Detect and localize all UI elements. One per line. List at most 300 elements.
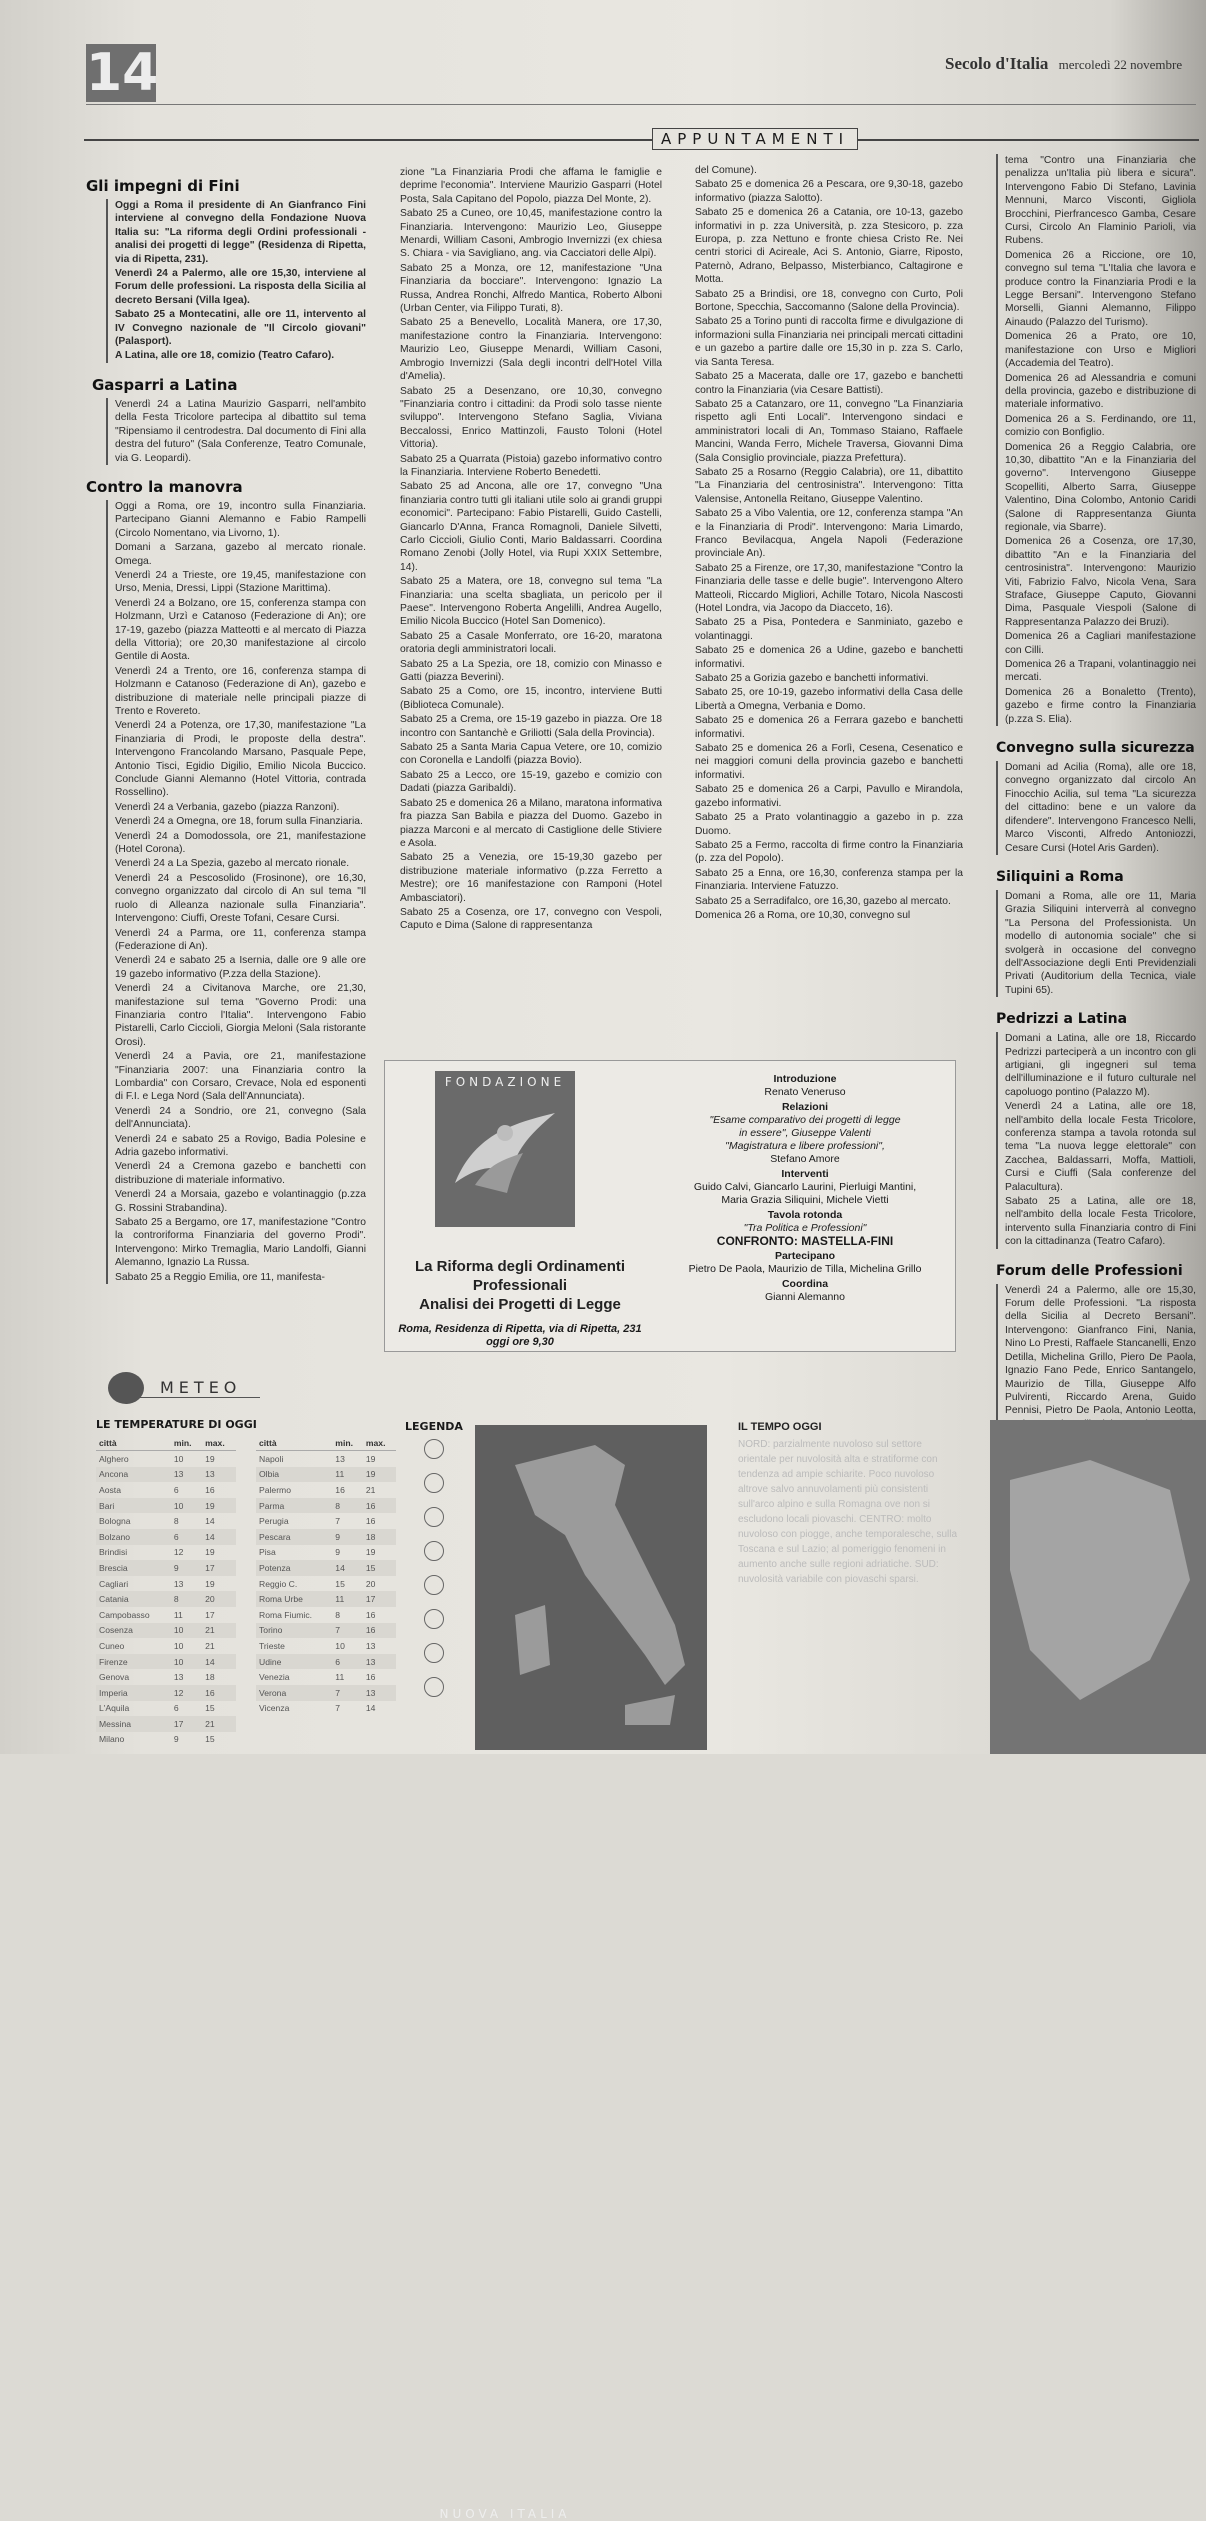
paragraph: Sabato 25 a Crema, ore 15-19 gazebo in piazza. Ore 18 incontro con Santanchè e Griliotti (Sala della Provincia). bbox=[400, 714, 662, 739]
table-row bbox=[96, 1623, 236, 1639]
article-title: Gasparri a Latina bbox=[92, 375, 238, 394]
paragraph: Sabato 25 a Prato volantinaggio a gazebo in p. zza Duomo. bbox=[695, 812, 963, 837]
city-name: Aosta bbox=[99, 1484, 121, 1495]
paragraph: Sabato 25 a Catanzaro, ore 11, convegno "La Finanziaria rispetto agli Enti Locali". Intervengono sindaci e amministratori locali di An, Tommaso Staiano, Raffaele Mancini, Wanda Ferro, Michele Traversa, Giovanni Dima (Sala Consiglio provinciale, piazza Prefettura). bbox=[695, 398, 963, 464]
paragraph: Venerdì 24 a Civitanova Marche, ore 21,30, manifestazione sul tema "Governo Prodi: una Finanziaria contro l'Italia". Intervengono Fabio Pistarelli, Carlo Ciccioli, Giorgia Meloni (Sala ristorante Orosi). bbox=[115, 983, 366, 1048]
min-temp: 11 bbox=[332, 1467, 363, 1483]
fog-icon bbox=[424, 1643, 444, 1663]
max-temp: 16 bbox=[365, 1609, 376, 1620]
city-name: Perugia bbox=[259, 1516, 289, 1527]
paragraph: Sabato 25 a Cosenza, ore 17, convegno con Vespoli, Caputo e Dima (Salone di rappresentanza bbox=[400, 906, 662, 932]
table-row bbox=[256, 1654, 396, 1670]
table-row bbox=[96, 1467, 236, 1483]
programme-text: Renato Veneruso bbox=[764, 1086, 846, 1098]
event-venue bbox=[385, 1323, 655, 1349]
paragraph: Domani ad Acilia (Roma), alle ore 18, convegno organizzato dal circolo An Finocchio Acilia, sul tema "La sicurezza del cittadino: bene e un valore da difendere". Intervengono Francesco Nelli, Marco Visconti, Alfredo Antoniozzi, Cesare Cursi (Hotel Aris Garden). bbox=[1005, 762, 1196, 854]
paragraph: Venerdì 24 a Potenza, ore 17,30, manifestazione "La Finanziaria di Prodi, le proposte della destra". Intervengono Francolando Marsano, Pasquale Pepe, Antonio Tisci, Egidio Digilio, Emilio Nicola Buccico. Conclude Gianni Alemanno (Hotel Vittoria, contrada Rossellino). bbox=[115, 720, 366, 799]
paragraph: Venerdì 24 e sabato 25 a Rovigo, Badia Polesine e Adria gazebo informativi. bbox=[115, 1133, 366, 1158]
paragraph: Sabato 25, ore 10-19, gazebo informativi della Casa delle Libertà a Omegna, Verbania e Domo. bbox=[695, 687, 963, 712]
min-temp: 11 bbox=[332, 1591, 363, 1607]
paragraph: Domenica 26 a Trapani, volantinaggio nei mercati. bbox=[1005, 659, 1196, 684]
city-name: Cosenza bbox=[96, 1623, 171, 1639]
max-temp: 21 bbox=[202, 1623, 236, 1639]
max-temp: 18 bbox=[205, 1672, 215, 1683]
min-temp: 7 bbox=[332, 1685, 363, 1701]
table-row bbox=[96, 1529, 236, 1545]
paragraph: Sabato 25 a Macerata, dalle ore 17, gazebo e banchetti contro la Finanziaria (via Cesare Battisti). bbox=[695, 371, 963, 396]
max-temp: 17 bbox=[363, 1591, 396, 1607]
table-row bbox=[256, 1529, 396, 1545]
event-title bbox=[385, 1257, 655, 1314]
min-temp: 6 bbox=[173, 1703, 179, 1714]
city-name: Cagliari bbox=[99, 1578, 129, 1589]
min-temp: 9 bbox=[173, 1734, 179, 1745]
article-fini bbox=[86, 176, 366, 363]
article-body bbox=[996, 761, 1196, 855]
paragraph: Venerdì 24 a Latina Maurizio Gasparri, nell'ambito della Festa Tricolore partecipa al dibattito sul tema "Ripensiamo il centrodestra. Dal documento di Fini alla destra del futuro" (Sala Conferenze, Teatro Comunale, via G. Leopardi). bbox=[115, 398, 366, 464]
logo-text-top: FONDAZIONE bbox=[444, 1075, 566, 1089]
paragraph: A Latina, alle ore 18, comizio (Teatro Cafaro). bbox=[115, 350, 335, 362]
paragraph: Sabato 25 a Latina, alle ore 18, nell'ambito della locale Festa Tricolore, intervento sulla Finanziaria contro di Fini con la cittadinanza (Teatro Cafaro). bbox=[1005, 1196, 1196, 1248]
paragraph: Sabato 25 a Torino punti di raccolta firme e divulgazione di informazioni sulla Finanziaria nei principali mercati cittadini e un gazebo a partire dalle ore 15,30 in p. zza S. Carlo, via Santa Teresa. bbox=[695, 316, 963, 368]
programme-text: Stefano Amore bbox=[770, 1153, 840, 1165]
max-temp: 15 bbox=[205, 1734, 215, 1745]
article-manovra bbox=[86, 477, 366, 1284]
paragraph: Sabato 25 a Bergamo, ore 17, manifestazione "Contro la controriforma Finanziaria del governo Prodi". Intervengono: Mirko Tremaglia, Mario Landolfi, Gianni Alemanno, Ignazio La Russa. bbox=[115, 1217, 366, 1269]
europe-map-icon bbox=[990, 1420, 1206, 1754]
city-name: Parma bbox=[256, 1498, 332, 1514]
min-temp: 7 bbox=[335, 1516, 341, 1527]
min-temp: 10 bbox=[171, 1623, 202, 1639]
paragraph: Sabato 25 a Desenzano, ore 10,30, convegno "Finanziaria contro i cittadini: da Prodi solo tasse niente sviluppo". Intervengono Stefano Saglia, Viviana Beccalossi, Enrico Mattinzoli, Fausto Toloni (Hotel Vittoria). bbox=[400, 385, 662, 451]
paragraph: Venerdì 24 a Omegna, ore 18, forum sulla Finanziaria. bbox=[115, 816, 363, 828]
min-temp: 12 bbox=[173, 1547, 184, 1558]
min-temp: 10 bbox=[173, 1453, 184, 1464]
max-temp: 19 bbox=[205, 1453, 215, 1464]
weather-legend bbox=[404, 1420, 464, 1711]
min-temp: 6 bbox=[171, 1529, 202, 1545]
paragraph: tema "Contro una Finanziaria che penalizza un'Italia più libera e sicura". Intervengono Fabio Di Stefano, Lavinia Mennuni, Marco Visconti, Gigliola Brocchini, Pierfrancesco Gamba, Cesare Cursi, Circolo An Flaminio Parioli, via Rubens. bbox=[1005, 155, 1196, 247]
min-temp: 13 bbox=[335, 1453, 345, 1464]
table-row bbox=[96, 1545, 236, 1561]
city-name: Udine bbox=[256, 1654, 332, 1670]
min-temp: 9 bbox=[332, 1529, 363, 1545]
table-row bbox=[96, 1482, 236, 1498]
city-name: L'Aquila bbox=[99, 1703, 130, 1714]
page-number: 14 bbox=[86, 43, 159, 103]
article-continued bbox=[996, 154, 1196, 726]
programme-text: Pietro De Paola, Maurizio de Tilla, Michelina Grillo bbox=[688, 1263, 922, 1275]
paragraph: del Comune). bbox=[695, 165, 757, 176]
table-row bbox=[96, 1560, 236, 1576]
table-row bbox=[96, 1654, 236, 1670]
city-name: Bolzano bbox=[96, 1529, 171, 1545]
wind-icon bbox=[424, 1677, 444, 1697]
fondazione-logo: FONDAZIONE NUOVA ITALIA bbox=[435, 1071, 575, 1227]
min-temp: 17 bbox=[171, 1716, 202, 1732]
issue-date: mercoledì 22 novembre bbox=[1058, 57, 1183, 72]
article-title: Siliquini a Roma bbox=[996, 868, 1124, 885]
rain-icon bbox=[424, 1541, 444, 1561]
table-row bbox=[96, 1685, 236, 1701]
city-name: Brindisi bbox=[99, 1547, 128, 1558]
table-row bbox=[256, 1467, 396, 1483]
city-name: Potenza bbox=[256, 1560, 332, 1576]
min-temp: 10 bbox=[173, 1640, 184, 1651]
paragraph: Oggi a Roma, ore 19, incontro sulla Finanziaria. Partecipano Gianni Alemanno e Fabio Rampelli (Circolo Nomentano, via Livorno, 1). bbox=[115, 500, 366, 539]
paragraph: Sabato 25 a La Spezia, ore 18, comizio con Minasso e Gatti (piazza Beverini). bbox=[400, 658, 662, 684]
column-4 bbox=[996, 154, 1196, 1417]
article-title: Pedrizzi a Latina bbox=[996, 1011, 1128, 1028]
max-temp: 19 bbox=[363, 1467, 396, 1483]
paragraph: Domenica 26 a Reggio Calabria, ore 10,30, dibattito "An e la Finanziaria del governo". Intervengono Giuseppe Scopelliti, Alberto Sarra, Giuseppe Valentino, Dina Colombo, Antonio Caridi (Salone di Rappresentanza Giunta regionale, via Sbarre). bbox=[1005, 441, 1196, 533]
max-temp: 19 bbox=[205, 1578, 215, 1589]
city-name: Verona bbox=[256, 1685, 332, 1701]
meteo-logo bbox=[100, 1370, 260, 1406]
paragraph: Sabato 25 a Monza, ore 12, manifestazione "Una Finanziaria da bocciare". Intervengono: Ignazio La Russa, Andrea Ronchi, Alfredo Mantica, Roberto Alboni (Urban Center, via Filippo Turati, 8). bbox=[400, 262, 662, 315]
paragraph: Sabato 25 a Gorizia gazebo e banchetti informativi. bbox=[695, 673, 929, 685]
max-temp: 17 bbox=[202, 1560, 236, 1576]
city-name: Roma Urbe bbox=[256, 1591, 332, 1607]
table-row bbox=[256, 1623, 396, 1639]
paragraph: Sabato 25 a Casale Monferrato, ore 16-20, maratona oratoria degli amministratori locali. bbox=[400, 630, 662, 656]
table-row bbox=[256, 1576, 396, 1592]
city-name: Palermo bbox=[259, 1484, 291, 1495]
newspaper-name: Secolo d'Italia bbox=[945, 54, 1049, 73]
paragraph: Sabato 25 a Quarrata (Pistoia) gazebo informativo contro la Finanziaria. Interviene Roberto Benedetti. bbox=[400, 453, 662, 478]
paragraph: Venerdì 24 a Bolzano, ore 15, conferenza stampa con Holzmann, Urzì e Catanoso (Federazione di An); ore 17-19, gazebo (piazza Matteotti e al mercato di Piazza della Vittoria); ore 20,30 manifestazione al circolo Gentile di Aosta. bbox=[115, 597, 366, 663]
column-1 bbox=[86, 176, 366, 1356]
article-pedrizzi bbox=[996, 1009, 1196, 1249]
paragraph: Venerdì 24 a Cremona gazebo e banchetti con distribuzione di materiale informativo. bbox=[115, 1161, 366, 1186]
weather-map-europe bbox=[990, 1420, 1206, 1754]
paragraph: Oggi a Roma il presidente di An Gianfranco Fini interviene al convegno della Fondazione Nuova Italia su: "La riforma degli Ordini professionali - analisi dei progetti di legge" (Residenza di Ripetta, via di Ripetta, 231). bbox=[115, 200, 366, 265]
sun-icon bbox=[424, 1439, 444, 1459]
article-title: Convegno sulla sicurezza bbox=[996, 740, 1195, 757]
table-row bbox=[96, 1716, 236, 1732]
column-header: max. bbox=[202, 1436, 236, 1451]
min-temp: 8 bbox=[332, 1498, 363, 1514]
section-title: APPUNTAMENTI bbox=[652, 128, 858, 150]
paragraph: Sabato 25 a Reggio Emilia, ore 11, manifesta- bbox=[115, 1271, 325, 1283]
min-temp: 8 bbox=[173, 1516, 179, 1527]
article-title: Gli impegni di Fini bbox=[86, 177, 240, 195]
table-header-row bbox=[256, 1436, 396, 1451]
article-sicurezza bbox=[996, 738, 1196, 855]
max-temp: 16 bbox=[363, 1498, 396, 1514]
max-temp: 20 bbox=[365, 1578, 376, 1589]
paragraph: Sabato 25 a Enna, ore 16,30, conferenza stampa per la Finanziaria. Interviene Fatuzzo. bbox=[695, 867, 963, 893]
top-rule bbox=[86, 104, 1196, 105]
paragraph: Sabato 25 a Brindisi, ore 18, convegno con Curto, Poli Bortone, Specchia, Saccomanno (Salone della Provincia). bbox=[695, 288, 963, 314]
paragraph: Sabato 25 a Santa Maria Capua Vetere, ore 10, comizio con Coronella e Landolfi (piazza Bovio). bbox=[400, 742, 662, 767]
table-row bbox=[96, 1576, 236, 1592]
table-row bbox=[96, 1513, 236, 1529]
paragraph: Sabato 25 a Vibo Valentia, ore 12, conferenza stampa "An e la Finanziaria di Prodi". Intervengono: Maria Limardo, Franco Bevilacqua, Angela Napoli (Federazione provinciale An). bbox=[695, 508, 963, 560]
city-name: Venezia bbox=[259, 1672, 290, 1683]
table-row bbox=[256, 1560, 396, 1576]
paragraph: Venerdì 24 a Palermo, alle ore 15,30, interviene al Forum delle professioni. La risposta della Sicilia al decreto Bersani (Villa Igea). bbox=[115, 268, 366, 306]
programme-text: Maria Grazia Siliquini, Michele Vietti bbox=[721, 1194, 889, 1206]
max-temp: 19 bbox=[365, 1547, 376, 1558]
paragraph: Sabato 25 a Fermo, raccolta di firme contro la Finanziaria (p. zza del Popolo). bbox=[695, 839, 963, 865]
temperature-table-1 bbox=[96, 1436, 236, 1747]
paragraph: Domenica 26 a Roma, ore 10,30, convegno sul bbox=[695, 909, 911, 921]
paragraph: Sabato 25 a Como, ore 15, incontro, interviene Butti (Biblioteca Comunale). bbox=[400, 686, 662, 711]
column-header: min. bbox=[171, 1436, 202, 1451]
column-header: città bbox=[256, 1436, 332, 1451]
max-temp: 13 bbox=[365, 1640, 376, 1651]
partly-cloudy-icon bbox=[424, 1473, 444, 1493]
city-name: Cuneo bbox=[99, 1640, 125, 1651]
paragraph: Domenica 26 ad Alessandria e comuni della provincia, gazebo e distribuzione di materiale informativo. bbox=[1005, 372, 1196, 411]
max-temp: 14 bbox=[365, 1703, 376, 1714]
table-row bbox=[256, 1451, 396, 1467]
paragraph: Domenica 26 a Prato, ore 10, manifestazione con Urso e Migliori (Accademia del Teatro). bbox=[1005, 331, 1196, 370]
column-header: min. bbox=[332, 1436, 363, 1451]
programme-text: "Tra Politica e Professioni" bbox=[743, 1222, 867, 1234]
article-title: Forum delle Professioni bbox=[996, 1262, 1183, 1279]
paragraph: Sabato 25 e domenica 26 a Pescara, ore 9,30-18, gazebo informativo (piazza Salotto). bbox=[695, 179, 963, 204]
section-rule bbox=[84, 139, 1199, 141]
min-temp: 7 bbox=[335, 1703, 341, 1714]
masthead bbox=[945, 54, 1195, 74]
min-temp: 16 bbox=[335, 1484, 345, 1495]
programme-heading: Introduzione bbox=[773, 1073, 837, 1085]
max-temp: 15 bbox=[363, 1560, 396, 1576]
article-body bbox=[106, 500, 366, 1284]
temperatures-title: LE TEMPERATURE DI OGGI bbox=[96, 1418, 257, 1431]
paragraph: Venerdì 24 a Parma, ore 11, conferenza stampa (Federazione di An). bbox=[115, 927, 366, 952]
article-title: Contro la manovra bbox=[86, 477, 243, 496]
table-row bbox=[96, 1451, 236, 1467]
forecast-title: IL TEMPO OGGI bbox=[738, 1421, 822, 1433]
min-temp: 6 bbox=[173, 1484, 179, 1495]
max-temp: 19 bbox=[365, 1453, 376, 1464]
max-temp: 14 bbox=[205, 1516, 215, 1527]
column-2 bbox=[400, 166, 662, 1026]
max-temp: 20 bbox=[202, 1591, 236, 1607]
paragraph: Venerdì 24 a Sondrio, ore 21, convegno (Sala dell'Annunciata). bbox=[115, 1105, 366, 1131]
article-body bbox=[996, 890, 1196, 997]
city-name: Milano bbox=[99, 1734, 125, 1745]
city-name: Ancona bbox=[96, 1467, 171, 1483]
paragraph: Sabato 25 e domenica 26 a Ferrara gazebo e banchetti informativi. bbox=[695, 715, 963, 740]
programme-heading: Coordina bbox=[781, 1278, 829, 1290]
paragraph: Sabato 25 a Venezia, ore 15-19,30 gazebo per distribuzione materiale informativo (p.zza Ferretto a Mestre); ore 16 manifestazione con Ramponi (Hotel Ambasciatori). bbox=[400, 852, 662, 904]
weather-map-italy bbox=[475, 1425, 707, 1750]
paragraph: Venerdì 24 a Morsaia, gazebo e volantinaggio (p.zza G. Rossini Strabandina). bbox=[115, 1189, 366, 1214]
venue-time: oggi ore 9,30 bbox=[486, 1336, 554, 1348]
min-temp: 13 bbox=[171, 1467, 202, 1483]
table-row bbox=[96, 1591, 236, 1607]
venue-line: Roma, Residenza di Ripetta, via di Ripetta, 231 bbox=[398, 1323, 642, 1335]
max-temp: 16 bbox=[205, 1484, 215, 1495]
city-name: Olbia bbox=[256, 1467, 332, 1483]
city-name: Brescia bbox=[96, 1560, 171, 1576]
table-row bbox=[96, 1701, 236, 1717]
paragraph: Venerdì 24 a Trieste, ore 19,45, manifestazione con Urso, Menia, Dressi, Lippi (Stazione Marittima). bbox=[115, 569, 366, 595]
paragraph: Sabato 25 a Lecco, ore 15-19, gazebo e comizio con Dadati (piazza Garibaldi). bbox=[400, 769, 662, 795]
paragraph: Sabato 25 e domenica 26 a Catania, ore 10-13, gazebo informativi in p. zza Università, p. zza Stesicoro, p. zza Europa, p. zza Nettuno e fronte chiesa Cristo Re. Nei centri storici di Acireale, Aci S. Antonio, Giarre, Riposto, Paternò, Adrano, Belpasso, Misterbianco, Caltagirone e Motta. bbox=[695, 207, 963, 286]
cloud-icon bbox=[424, 1507, 444, 1527]
table-row bbox=[256, 1701, 396, 1717]
city-name: Napoli bbox=[259, 1453, 284, 1464]
paragraph: Domani a Latina, alle ore 18, Riccardo Pedrizzi parteciperà a un incontro con gli artigiani, gli ingegneri sul tema dell'illuminazione e il futuro culturale nel capoluogo pontino (Palazzo M). bbox=[1005, 1033, 1196, 1098]
max-temp: 16 bbox=[363, 1623, 396, 1639]
city-name: Torino bbox=[256, 1623, 332, 1639]
max-temp: 13 bbox=[202, 1467, 236, 1483]
temperature-table-2 bbox=[256, 1436, 396, 1716]
min-temp: 6 bbox=[332, 1654, 363, 1670]
event-programme bbox=[655, 1071, 955, 1304]
paragraph: Venerdì 24 a Trento, ore 16, conferenza stampa di Holzmann e Catanoso (Federazione di An), gazebo e distribuzione di materiale nelle principali piazze di Trento e Rovereto. bbox=[115, 665, 366, 717]
programme-text: "Magistratura e libere professioni", bbox=[725, 1140, 885, 1152]
max-temp: 17 bbox=[205, 1609, 215, 1620]
min-temp: 7 bbox=[332, 1623, 363, 1639]
meteo-logo-text: METEO bbox=[160, 1378, 242, 1397]
city-name: Pisa bbox=[259, 1547, 276, 1558]
table-row bbox=[256, 1482, 396, 1498]
sun-icon bbox=[108, 1372, 144, 1404]
max-temp: 19 bbox=[202, 1498, 236, 1514]
table-row bbox=[256, 1669, 396, 1685]
paragraph: Sabato 25 a Matera, ore 18, convegno sul tema "La Finanziaria: una scelta sbagliata, un pericolo per il Paese". Intervengono Roberta Angelilli, Andrea Augello, Emilio Nicola Buccico (Hotel San Domenico). bbox=[400, 576, 662, 628]
weather-forecast bbox=[738, 1420, 958, 1750]
paragraph: Sabato 25 a Rosarno (Reggio Calabria), ore 11, dibattito "La Finanziaria del centrosinistra". Intervengono: Titta Valensise, Antonella Reitano, Giuseppe Valentino. bbox=[695, 466, 963, 505]
max-temp: 19 bbox=[205, 1547, 215, 1558]
max-temp: 15 bbox=[205, 1703, 215, 1714]
min-temp: 13 bbox=[173, 1578, 184, 1589]
paragraph: Sabato 25 e domenica 26 a Milano, maratona informativa fra piazza San Babila e piazza del Duomo. Gazebo in piazza Marconi e al mercato di Castiglione delle Stiviere e Asola. bbox=[400, 797, 662, 849]
article-gasparri bbox=[86, 375, 366, 465]
paragraph: Sabato 25 a Cuneo, ore 10,45, manifestazione contro la Finanziaria. Intervengono: Maurizio Leo, Giuseppe Menardi, William Casoni, Ambrogio Invernizzi (ex chiesa S. Chiara - via Savigliano, ang. via Cacciatori delle Alpi). bbox=[400, 208, 662, 260]
table-row bbox=[256, 1685, 396, 1701]
min-temp: 9 bbox=[335, 1547, 341, 1558]
max-temp: 13 bbox=[363, 1685, 396, 1701]
paragraph: Domenica 26 a Riccione, ore 10, convegno sul tema "L'Italia che lavora e produce contro la Finanziaria Prodi e la Legge Bersani". Intervengono Stefano Morselli, Gianni Alemanno, Filippo Ainaudo (Palazzo del Turismo). bbox=[1005, 249, 1196, 328]
italy-map-icon bbox=[475, 1425, 707, 1750]
paragraph: Sabato 25 a Serradifalco, ore 16,30, gazebo al mercato. bbox=[695, 895, 951, 907]
column-header: città bbox=[96, 1436, 171, 1451]
programme-text: Gianni Alemanno bbox=[765, 1291, 845, 1303]
paragraph: Sabato 25 a Firenze, ore 17,30, manifestazione "Contro la Finanziaria delle tasse e delle bugie". Intervengono Altero Matteoli, Riccardo Migliori, Achille Totaro, Nicola Nascosti (Hotel Londra, via Jacopo da Diacceto, 16). bbox=[695, 562, 963, 614]
city-name: Firenze bbox=[96, 1654, 171, 1670]
table-row bbox=[96, 1498, 236, 1514]
table-row bbox=[256, 1591, 396, 1607]
programme-text: Guido Calvi, Giancarlo Laurini, Pierluigi Mantini, bbox=[693, 1181, 917, 1193]
paragraph: Domenica 26 a S. Ferdinando, ore 11, comizio con Bonfiglio. bbox=[1005, 413, 1196, 439]
event-title-line: La Riforma degli Ordinamenti bbox=[414, 1258, 626, 1275]
paragraph: Sabato 25 e domenica 26 a Forlì, Cesena, Cesenatico e nei maggiori comuni della provincia gazebo e banchetti informativi. bbox=[695, 743, 963, 781]
table-row bbox=[256, 1513, 396, 1529]
city-name: Vicenza bbox=[259, 1703, 290, 1714]
paragraph: Venerdì 24 a La Spezia, gazebo al mercato rionale. bbox=[115, 858, 350, 870]
paragraph: Venerdì 24 e sabato 25 a Isernia, dalle ore 9 alle ore 19 gazebo informativo (P.zza della Stazione). bbox=[115, 955, 366, 980]
city-name: Bologna bbox=[99, 1516, 131, 1527]
min-temp: 14 bbox=[332, 1560, 363, 1576]
max-temp: 21 bbox=[365, 1484, 376, 1495]
city-name: Catania bbox=[96, 1591, 171, 1607]
column-3 bbox=[695, 164, 963, 1024]
storm-icon bbox=[424, 1575, 444, 1595]
table-row bbox=[256, 1638, 396, 1654]
min-temp: 10 bbox=[171, 1498, 202, 1514]
paragraph: Venerdì 24 a Latina, alle ore 18, nell'ambito della locale Festa Tricolore, conferenza stampa a tavola rotonda sul tema "La nuova legge elettorale" con Zacchea, Baldassarri, Moffa, Mattioli, Cursi e Ciuffi (Sala conferenze del Palacultura). bbox=[1005, 1101, 1196, 1193]
meteo-rule bbox=[140, 1397, 260, 1398]
max-temp: 16 bbox=[365, 1672, 376, 1683]
paragraph: Sabato 25 a Pisa, Pontedera e Sanminiato, gazebo e volantinaggi. bbox=[695, 617, 963, 642]
programme-heading: Relazioni bbox=[781, 1101, 829, 1113]
min-temp: 8 bbox=[171, 1591, 202, 1607]
paragraph: Domani a Sarzana, gazebo al mercato rionale. Omega. bbox=[115, 542, 366, 567]
paragraph: Sabato 25 ad Ancona, alle ore 17, convegno "Una finanziaria contro tutti gli italiani utile solo ai grandi gruppi economici". Partecipano: Fabio Pistarelli, Guido Castelli, Giancarlo D'Anna, Franca Romagnoli, Daniele Silvetti, Carlo Ciccioli, Giulio Conti, Mario Baldassarri. Coordina Romano Zenobi (Jolly Hotel, via Rupi XXIX Settembre, 14). bbox=[400, 481, 662, 573]
paragraph: Venerdì 24 a Domodossola, ore 21, manifestazione (Hotel Corona). bbox=[115, 830, 366, 856]
table-row bbox=[96, 1638, 236, 1654]
table-row bbox=[96, 1669, 236, 1685]
table-row bbox=[96, 1607, 236, 1623]
max-temp: 16 bbox=[365, 1516, 376, 1527]
min-temp: 9 bbox=[171, 1560, 202, 1576]
min-temp: 12 bbox=[171, 1685, 202, 1701]
paragraph: Sabato 25 a Benevello, Località Manera, ore 17,30, manifestazione contro la Finanziaria. Intervengono: Maurizio Leo, Giuseppe Menardi, William Casoni, Ambrogio Invernizzi (Sala degli incontri dell'Hotel Villa d'Amelia). bbox=[400, 317, 662, 383]
min-temp: 13 bbox=[173, 1672, 184, 1683]
table-header-row bbox=[96, 1436, 236, 1451]
city-name: Roma Fiumic. bbox=[259, 1609, 313, 1620]
max-temp: 18 bbox=[363, 1529, 396, 1545]
article-body bbox=[106, 398, 366, 465]
programme-text: "Esame comparativo dei progetti di legge bbox=[709, 1114, 901, 1126]
paragraph: Domani a Roma, alle ore 11, Maria Grazia Siliquini interverrà al convegno "La Persona del Professionista. Un modello di autonomia sociale" che si svolgerà in occasione del convegno dell'Associazione degli Enti Previdenziali Privati (Auditorium della Tecnica, viale Tupini 65). bbox=[1005, 890, 1196, 996]
paragraph: Domenica 26 a Cosenza, ore 17,30, dibattito "An e la Finanziaria del centrosinistra". Intervengono: Maurizio Viti, Fabrizio Falvo, Nicola Vena, Sara Straface, Giuseppe Caputo, Giovanni Dima, Pasquale Viespoli (Salone di Rappresentanza Palazzo dei Bruzi). bbox=[1005, 536, 1196, 628]
legend-title: LEGENDA bbox=[405, 1420, 463, 1433]
min-temp: 8 bbox=[335, 1609, 341, 1620]
snow-icon bbox=[424, 1609, 444, 1629]
paragraph: Sabato 25 e domenica 26 a Udine, gazebo e banchetti informativi. bbox=[695, 645, 963, 670]
table-row bbox=[96, 1732, 236, 1748]
table-row bbox=[256, 1607, 396, 1623]
min-temp: 11 bbox=[335, 1672, 345, 1683]
column-header: max. bbox=[363, 1436, 396, 1451]
paragraph: zione "La Finanziaria Prodi che affama le famiglie e deprime l'economia". Interviene Maurizio Gasparri (Hotel Posta, Sala Capitano del Popolo, piazza Del Monte, 2). bbox=[400, 167, 662, 205]
article-body bbox=[106, 199, 366, 363]
programme-heading: Interventi bbox=[781, 1168, 829, 1180]
min-temp: 11 bbox=[173, 1609, 183, 1620]
section-header bbox=[84, 128, 1199, 148]
paragraph: Sabato 25 a Montecatini, alle ore 11, intervento al IV Convegno nazionale de "Il Circolo giovani" (Palasport). bbox=[115, 309, 366, 348]
min-temp: 10 bbox=[335, 1640, 345, 1651]
city-name: Pescara bbox=[256, 1529, 332, 1545]
city-name: Imperia bbox=[96, 1685, 171, 1701]
paragraph: Domenica 26 a Bonaletto (Trento), gazebo e firme contro la Finanziaria (p.zza S. Elia). bbox=[1005, 686, 1196, 725]
max-temp: 14 bbox=[202, 1529, 236, 1545]
max-temp: 21 bbox=[205, 1640, 215, 1651]
paragraph: Sabato 25 e domenica 26 a Carpi, Pavullo e Mirandola, gazebo informativi. bbox=[695, 784, 963, 809]
programme-heading: Partecipano bbox=[774, 1250, 836, 1262]
programme-text: in essere", Giuseppe Valenti bbox=[739, 1127, 871, 1139]
city-name: Genova bbox=[99, 1672, 130, 1683]
city-name: Campobasso bbox=[99, 1609, 150, 1620]
min-temp: 10 bbox=[171, 1654, 202, 1670]
city-name: Reggio C. bbox=[259, 1578, 298, 1589]
forecast-text: NORD: parzialmente nuvoloso sul settore orientale per nuvolosità alta e stratiforme con tendenza ad ampie schiarite. Poco nuvoloso altrove salvo annuvolamenti più consistenti sull'arco alpino e sulla Romagna ove non si escludono locali piovaschi. CENTRO: molto nuvoloso con piogge, anche temporalesche, sulla Toscana e sul Lazio; al pomeriggio fenomeni in aumento anche sulle regioni adriatiche. SUD: nuvolosità variabile con piovaschi sparsi. bbox=[738, 1439, 958, 1585]
paragraph: Venerdì 24 a Palermo, alle ore 15,30, Forum delle Professioni. "La risposta della Sicilia al Decreto Bersani". Intervengono: Gianfranco Fini, Nania, Nino Lo Presti, Raffaele Stancanelli, Enzo Detilla, Michelina Grillo, Piero De Paola, Ignazio Fano Pede, Enrico Santangelo, Maurizio de Tilla, Giuseppe Alfo Pulvirenti, Riccardo Arena, Guido Pennisi, Pietro De Paola, Antonio Leotta, bbox=[1005, 1284, 1196, 1417]
programme-heading: Tavola rotonda bbox=[767, 1209, 843, 1221]
min-temp: 15 bbox=[335, 1578, 345, 1589]
table-row bbox=[256, 1498, 396, 1514]
table-row bbox=[256, 1545, 396, 1561]
paragraph: Venerdì 24 a Pescosolido (Frosinone), ore 16,30, convegno organizzato dal circolo di An sul tema "Il ruolo di Alleanza nazionale sulla Finanziaria". Intervengono: Ciuffi, Oreste Tofani, Cesare Cursi. bbox=[115, 872, 366, 925]
